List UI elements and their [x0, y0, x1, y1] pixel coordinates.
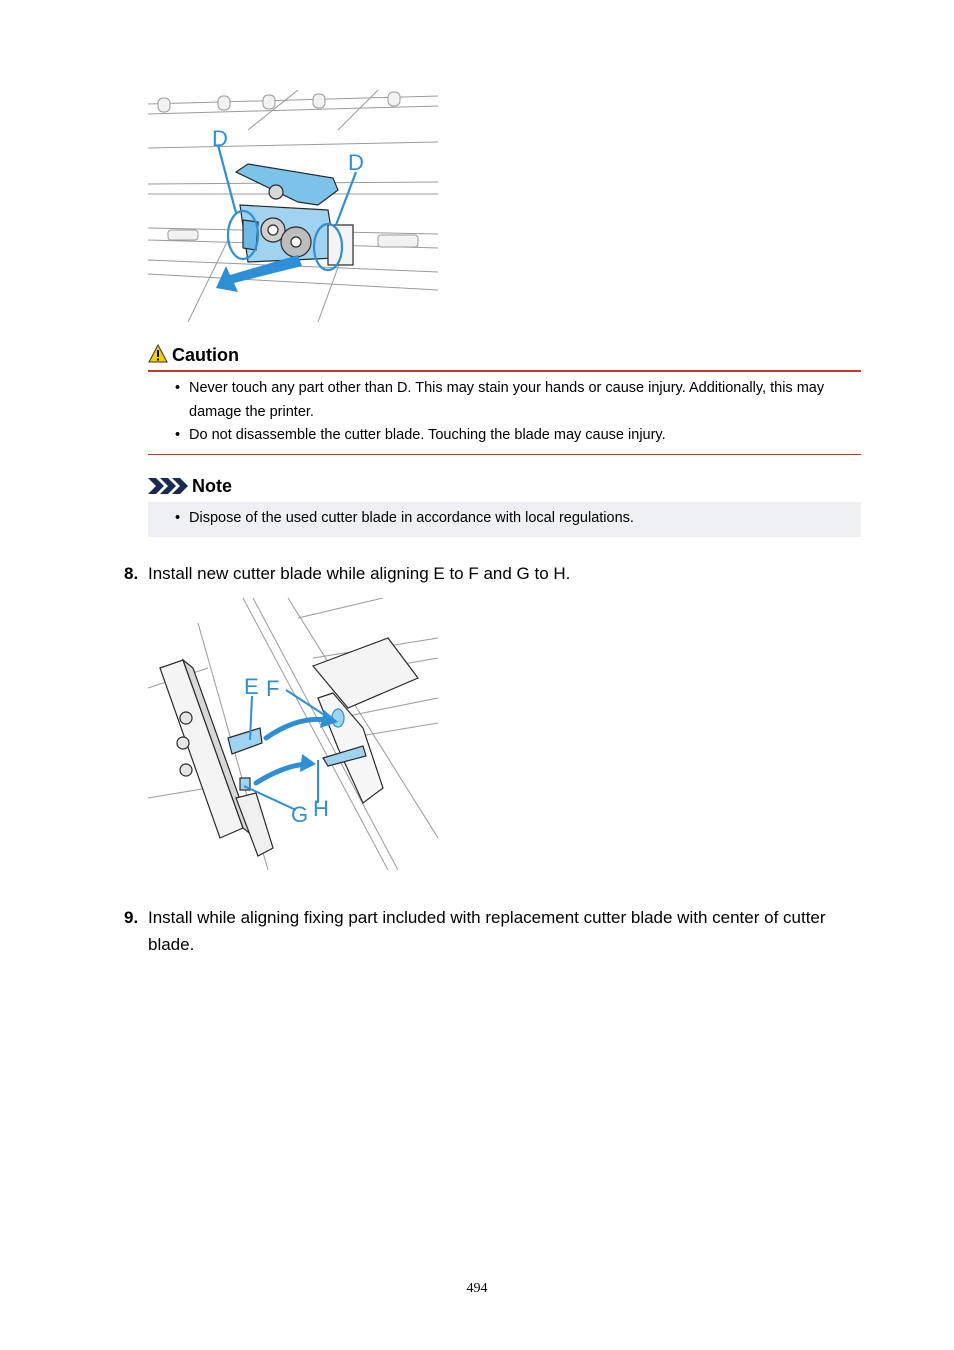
warning-icon — [148, 344, 168, 363]
note-header — [148, 475, 861, 501]
note-item-1: Dispose of the used cutter blade in accordance with local regulations. — [189, 510, 634, 526]
figure-cutter-removal — [148, 90, 438, 322]
label-d-left: D — [212, 126, 228, 151]
caution-item-2: Do not disassemble the cutter blade. Touching the blade may cause injury. — [189, 427, 666, 443]
label-e: E — [244, 674, 259, 699]
figure-cutter-install — [148, 598, 438, 870]
bullet-dot: • — [175, 427, 181, 443]
bullet-dot: • — [175, 380, 181, 396]
step-number: 8. — [124, 564, 139, 583]
note-chevrons-icon — [148, 478, 188, 494]
bullet-dot: • — [175, 510, 181, 526]
label-g: G — [291, 802, 309, 827]
page-number: 494 — [466, 1281, 488, 1296]
step-text: Install new cutter blade while aligning E to F and G to H. — [148, 564, 571, 583]
caution-header — [148, 344, 861, 372]
note-title: Note — [192, 476, 232, 496]
label-f: F — [266, 676, 280, 701]
note-body — [148, 502, 861, 537]
step-text: Install while aligning fixing part included with replacement cutter blade with center of cutter blade. — [148, 908, 826, 954]
label-h: H — [313, 796, 329, 821]
step-number: 9. — [124, 908, 139, 927]
label-d-right: D — [348, 150, 364, 175]
caution-body — [148, 372, 861, 455]
caution-title: Caution — [172, 345, 239, 365]
caution-item-1: Never touch any part other than D. This may stain your hands or cause injury. Additionally, this may damage the printer. — [189, 380, 825, 420]
